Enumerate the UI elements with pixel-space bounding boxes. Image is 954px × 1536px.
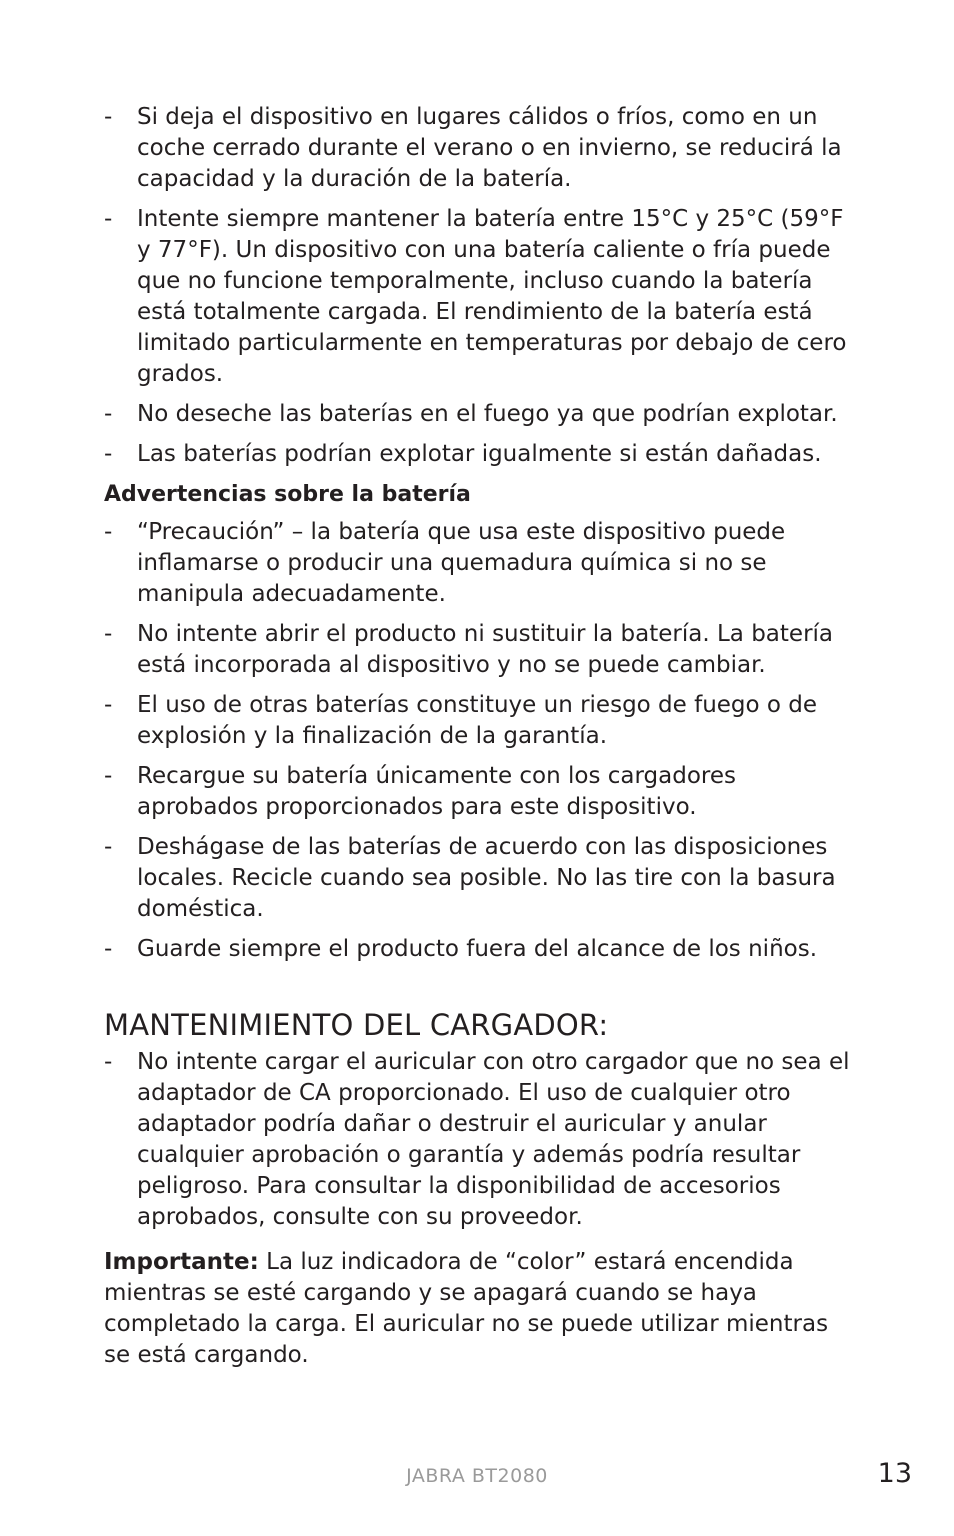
list-item	[104, 1047, 856, 1233]
list-item	[104, 619, 856, 681]
battery-warnings-list	[104, 517, 856, 965]
intro-list	[104, 102, 856, 470]
list-item-text: Recargue su batería únicamente con los cargadores aprobados proporcionados para este dispositivo.	[137, 763, 737, 820]
important-note	[104, 1247, 856, 1371]
list-item-text: No intente abrir el producto ni sustituir la batería. La batería está incorporada al dispositivo y no se puede cambiar.	[137, 621, 834, 678]
list-item	[104, 399, 856, 430]
list-item	[104, 102, 856, 195]
bullet-dash: -	[104, 206, 113, 232]
important-text: La luz indicadora de “color” estará encendida mientras se esté cargando y se apagará cuando se haya completado la carga. El auricular no se puede utilizar mientras se está cargando.	[104, 1249, 829, 1368]
list-item-text: Si deja el dispositivo en lugares cálidos o fríos, como en un coche cerrado durante el verano o en invierno, se reducirá la capacidad y la duración de la batería.	[137, 104, 842, 192]
list-item-text: Guarde siempre el producto fuera del alcance de los niños.	[137, 936, 818, 962]
list-item-text: Las baterías podrían explotar igualmente si están dañadas.	[137, 441, 822, 467]
list-item-text: Deshágase de las baterías de acuerdo con las disposiciones locales. Recicle cuando sea posible. No las tire con la basura doméstica.	[137, 834, 836, 922]
list-item	[104, 934, 856, 965]
page-content	[104, 102, 856, 1394]
bullet-dash: -	[104, 104, 113, 130]
page-number: 13	[877, 1458, 912, 1489]
list-item	[104, 204, 856, 390]
list-item	[104, 761, 856, 823]
footer-brand: JABRA BT2080	[406, 1465, 548, 1487]
bullet-dash: -	[104, 692, 113, 718]
battery-warnings-heading: Advertencias sobre la batería	[104, 482, 471, 507]
list-item	[104, 832, 856, 925]
list-item-text: Intente siempre mantener la batería entre 15°C y 25°C (59°F y 77°F). Un dispositivo con una batería caliente o fría puede que no funcione temporalmente, incluso cuando la batería está totalmente cargada. El rendimiento de la batería está limitado particularmente en temperaturas por debajo de cero grados.	[137, 206, 847, 387]
bullet-dash: -	[104, 441, 113, 467]
charger-section-title: MANTENIMIENTO DEL CARGADOR:	[104, 1008, 609, 1042]
bullet-dash: -	[104, 401, 113, 427]
list-item-text: No deseche las baterías en el fuego ya que podrían explotar.	[137, 401, 838, 427]
list-item-text: El uso de otras baterías constituye un riesgo de fuego o de explosión y la finalización de la garantía.	[137, 692, 818, 749]
list-item-text: No intente cargar el auricular con otro cargador que no sea el adaptador de CA proporcionado. El uso de cualquier otro adaptador podría dañar o destruir el auricular y anular cualquier aprobación o garantía y además podría resultar peligroso. Para consultar la disponibilidad de accesorios aprobados, consulte con su proveedor.	[137, 1049, 850, 1230]
charger-list	[104, 1047, 856, 1233]
bullet-dash: -	[104, 621, 113, 647]
bullet-dash: -	[104, 834, 113, 860]
list-item	[104, 690, 856, 752]
bullet-dash: -	[104, 519, 113, 545]
list-item	[104, 517, 856, 610]
list-item	[104, 439, 856, 470]
bullet-dash: -	[104, 936, 113, 962]
bullet-dash: -	[104, 1049, 113, 1075]
bullet-dash: -	[104, 763, 113, 789]
list-item-text: “Precaución” – la batería que usa este dispositivo puede inflamarse o producir una quemadura química si no se manipula adecuadamente.	[137, 519, 786, 607]
important-label: Importante:	[104, 1249, 259, 1275]
